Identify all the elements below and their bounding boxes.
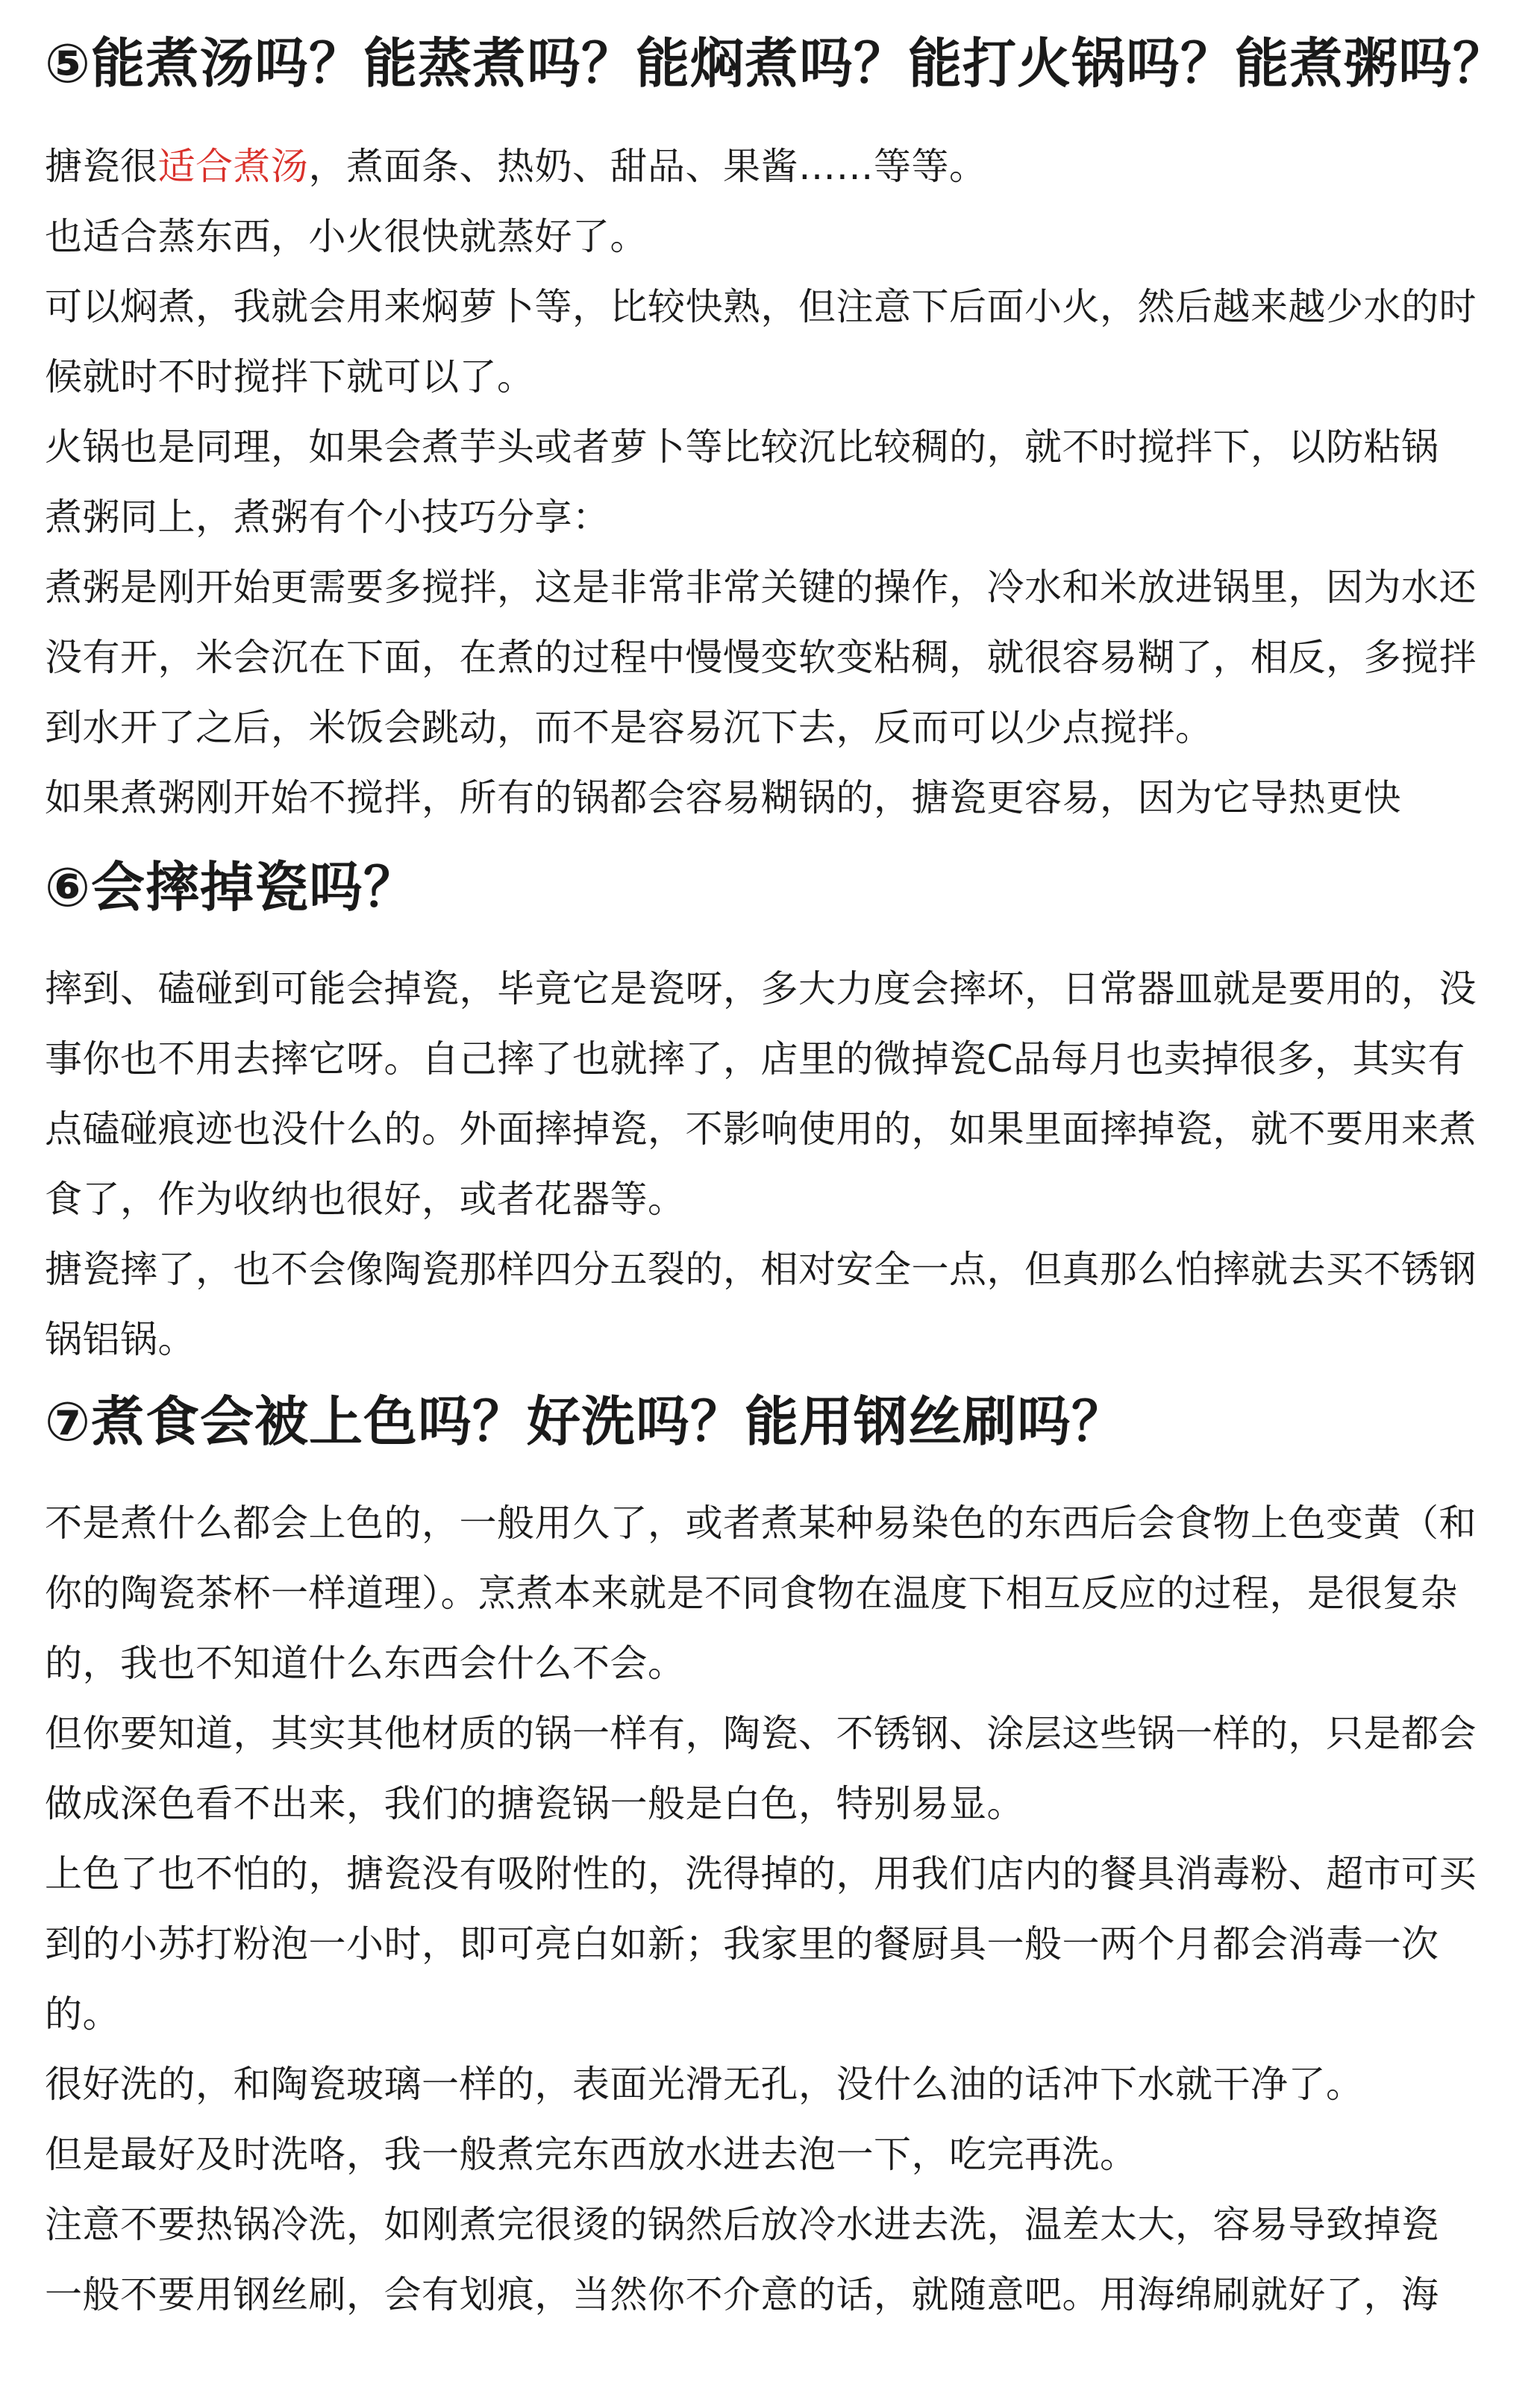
paragraph: 煮粥是刚开始更需要多搅拌，这是非常非常关键的操作，冷水和米放进锅里，因为水还没有开，米会沉在下面，在煮的过程中慢慢变软变粘稠，就很容易糊了，相反，多搅拌到水开了之后，米饭会跳动，而不是容易沉下去，反而可以少点搅拌。	[45, 566, 1477, 749]
lead-text-before: 搪瓷很	[45, 145, 158, 188]
paragraph: 但是最好及时洗咯，我一般煮完东西放水进去泡一下，吃完再洗。	[45, 2133, 1138, 2176]
section-7	[45, 1381, 1495, 2330]
section-5	[45, 22, 1507, 833]
paragraph: 很好洗的，和陶瓷玻璃一样的，表面光滑无孔，没什么油的话冲下水就干净了。	[45, 2063, 1364, 2106]
paragraph: 如果煮粥刚开始不搅拌，所有的锅都会容易糊锅的，搪瓷更容易，因为它导热更快	[45, 776, 1401, 819]
paragraph: 可以焖煮，我就会用来焖萝卜等，比较快熟，但注意下后面小火，然后越来越少水的时候就时不时搅拌下就可以了。	[45, 285, 1477, 398]
section-5-lead-paragraph	[45, 131, 1495, 201]
section-5-heading: ⑤能煮汤吗？能蒸煮吗？能焖煮吗？能打火锅吗？能煮粥吗？	[45, 32, 1507, 95]
lead-text-after: ，煮面条、热奶、甜品、果酱……等等。	[308, 145, 987, 188]
paragraph: 也适合蒸东西，小火很快就蒸好了。	[45, 215, 648, 258]
highlighted-text: 适合煮汤	[157, 145, 309, 188]
section-6-heading: ⑥会摔掉瓷吗？	[45, 856, 418, 919]
paragraph: 注意不要热锅冷洗，如刚煮完很烫的锅然后放冷水进去洗，温差太大，容易导致掉瓷	[45, 2203, 1439, 2246]
paragraph: 搪瓷摔了，也不会像陶瓷那样四分五裂的，相对安全一点，但真那么怕摔就去买不锈钢锅铝锅。	[45, 1248, 1477, 1361]
paragraph: 但你要知道，其实其他材质的锅一样有，陶瓷、不锈钢、涂层这些锅一样的，只是都会做成深色看不出来，我们的搪瓷锅一般是白色，特别易显。	[45, 1712, 1477, 1825]
paragraph: 不是煮什么都会上色的，一般用久了，或者煮某种易染色的东西后会食物上色变黄（和你的陶瓷茶杯一样道理）。烹煮本来就是不同食物在温度下相互反应的过程，是很复杂的，我也不知道什么东西会什么不会。	[45, 1501, 1477, 1685]
paragraph: 煮粥同上，煮粥有个小技巧分享：	[45, 496, 610, 539]
paragraph: 摔到、磕碰到可能会掉瓷，毕竟它是瓷呀，多大力度会摔坏，日常器皿就是要用的，没事你也不用去摔它呀。自己摔了也就摔了，店里的微掉瓷C品每月也卖掉很多，其实有点磕碰痕迹也没什么的。外面摔掉瓷，不影响使用的，如果里面摔掉瓷，就不要用来煮食了，作为收纳也很好，或者花器等。	[45, 967, 1477, 1221]
paragraph: 火锅也是同理，如果会煮芋头或者萝卜等比较沉比较稠的，就不时搅拌下，以防粘锅	[45, 425, 1439, 469]
section-7-heading: ⑦煮食会被上色吗？好洗吗？能用钢丝刷吗？	[45, 1390, 1126, 1453]
section-6	[45, 846, 1495, 1375]
paragraph: 一般不要用钢丝刷，会有划痕，当然你不介意的话，就随意吧。用海绵刷就好了，海	[45, 2273, 1439, 2316]
paragraph: 上色了也不怕的，搪瓷没有吸附性的，洗得掉的，用我们店内的餐具消毒粉、超市可买到的小苏打粉泡一小时，即可亮白如新；我家里的餐厨具一般一两个月都会消毒一次的。	[45, 1852, 1477, 2036]
